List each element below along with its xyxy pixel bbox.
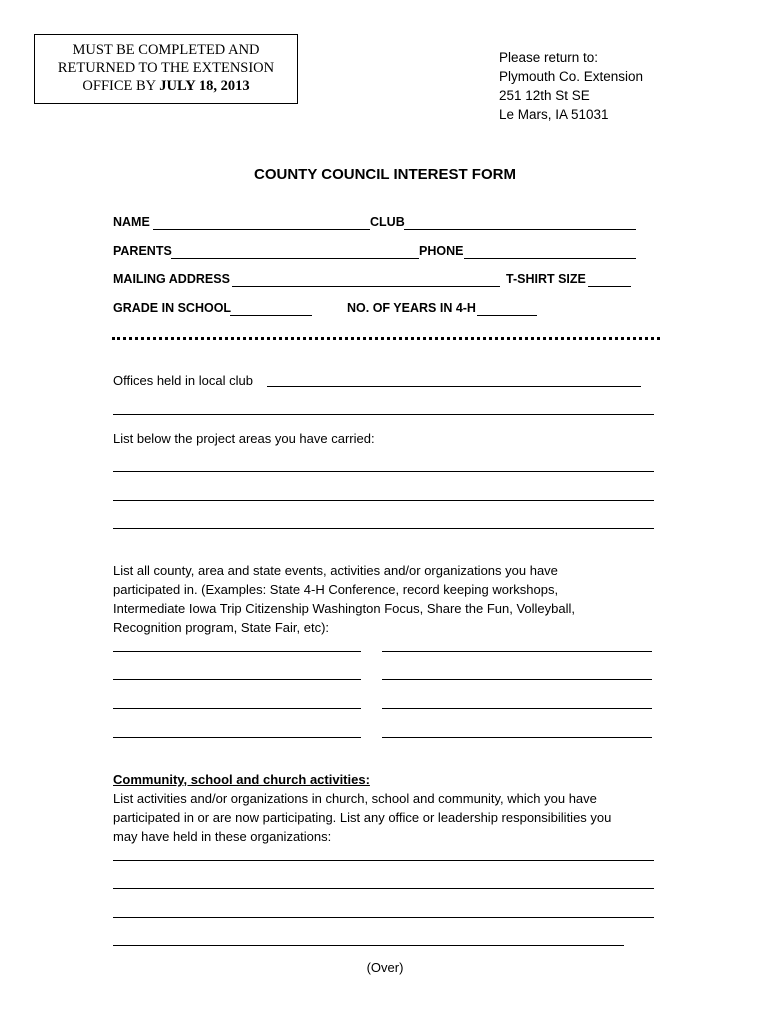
mailing-address-label: MAILING ADDRESS <box>113 272 230 286</box>
dotted-separator <box>112 337 660 340</box>
over-footer: (Over) <box>366 960 404 975</box>
projects-line-3[interactable] <box>113 528 654 529</box>
community-line-field-2[interactable] <box>113 888 654 889</box>
notice-prefix: OFFICE BY <box>82 78 160 94</box>
projects-label: List below the project areas you have carried: <box>113 431 375 446</box>
events-left-line-1[interactable] <box>113 651 361 652</box>
events-line-2: participated in. (Examples: State 4-H Conference, record keeping workshops, <box>113 582 559 597</box>
grade-field[interactable] <box>230 315 312 316</box>
community-line-field-3[interactable] <box>113 917 654 918</box>
phone-field[interactable] <box>464 258 636 259</box>
events-right-line-1[interactable] <box>382 651 652 652</box>
mailing-address-field[interactable] <box>232 286 500 287</box>
community-line-field-1[interactable] <box>113 860 654 861</box>
events-line-1: List all county, area and state events, activities and/or organizations you have <box>113 563 558 578</box>
parents-field[interactable] <box>171 258 419 259</box>
community-line-2: participated in or are now participating. List any office or leadership responsibilities you <box>113 810 612 825</box>
community-section <box>113 770 611 846</box>
parents-label: PARENTS <box>113 244 172 258</box>
name-field[interactable] <box>153 229 370 230</box>
years-field[interactable] <box>477 315 537 316</box>
events-line-4: Recognition program, State Fair, etc): <box>113 620 330 635</box>
return-street: 251 12th St SE <box>499 88 590 103</box>
tshirt-field[interactable] <box>588 286 631 287</box>
tshirt-label: T-SHIRT SIZE <box>506 272 586 286</box>
deadline-date: JULY 18, 2013 <box>159 78 250 94</box>
events-instructions <box>113 561 575 637</box>
events-left-line-2[interactable] <box>113 679 361 680</box>
notice-line-3 <box>35 77 297 95</box>
name-label: NAME <box>113 215 150 229</box>
phone-label: PHONE <box>419 244 464 258</box>
grade-label: GRADE IN SCHOOL <box>113 301 232 315</box>
notice-line-1: MUST BE COMPLETED AND <box>72 42 260 58</box>
events-right-line-2[interactable] <box>382 679 652 680</box>
events-left-line-3[interactable] <box>113 708 361 709</box>
events-left-line-4[interactable] <box>113 737 361 738</box>
return-address <box>499 48 643 124</box>
projects-line-2[interactable] <box>113 500 654 501</box>
community-heading: Community, school and church activities: <box>113 772 370 787</box>
events-right-line-4[interactable] <box>382 737 652 738</box>
community-line-1: List activities and/or organizations in church, school and community, which you have <box>113 791 597 806</box>
return-city: Le Mars, IA 51031 <box>499 107 609 122</box>
offices-label: Offices held in local club <box>113 373 253 388</box>
deadline-notice <box>34 34 298 104</box>
events-right-line-3[interactable] <box>382 708 652 709</box>
club-field[interactable] <box>404 229 636 230</box>
club-label: CLUB <box>370 215 405 229</box>
community-line-3: may have held in these organizations: <box>113 829 332 844</box>
projects-line-1[interactable] <box>113 471 654 472</box>
years-label: NO. OF YEARS IN 4-H <box>347 301 476 315</box>
form-title: COUNTY COUNCIL INTEREST FORM <box>254 166 516 183</box>
return-org: Plymouth Co. Extension <box>499 69 644 84</box>
notice-line-2: RETURNED TO THE EXTENSION <box>57 60 275 76</box>
offices-line-1[interactable] <box>267 386 641 387</box>
events-line-3: Intermediate Iowa Trip Citizenship Washington Focus, Share the Fun, Volleyball, <box>113 601 575 616</box>
offices-line-2[interactable] <box>113 414 654 415</box>
return-label: Please return to: <box>499 50 599 65</box>
community-line-field-4[interactable] <box>113 945 624 946</box>
